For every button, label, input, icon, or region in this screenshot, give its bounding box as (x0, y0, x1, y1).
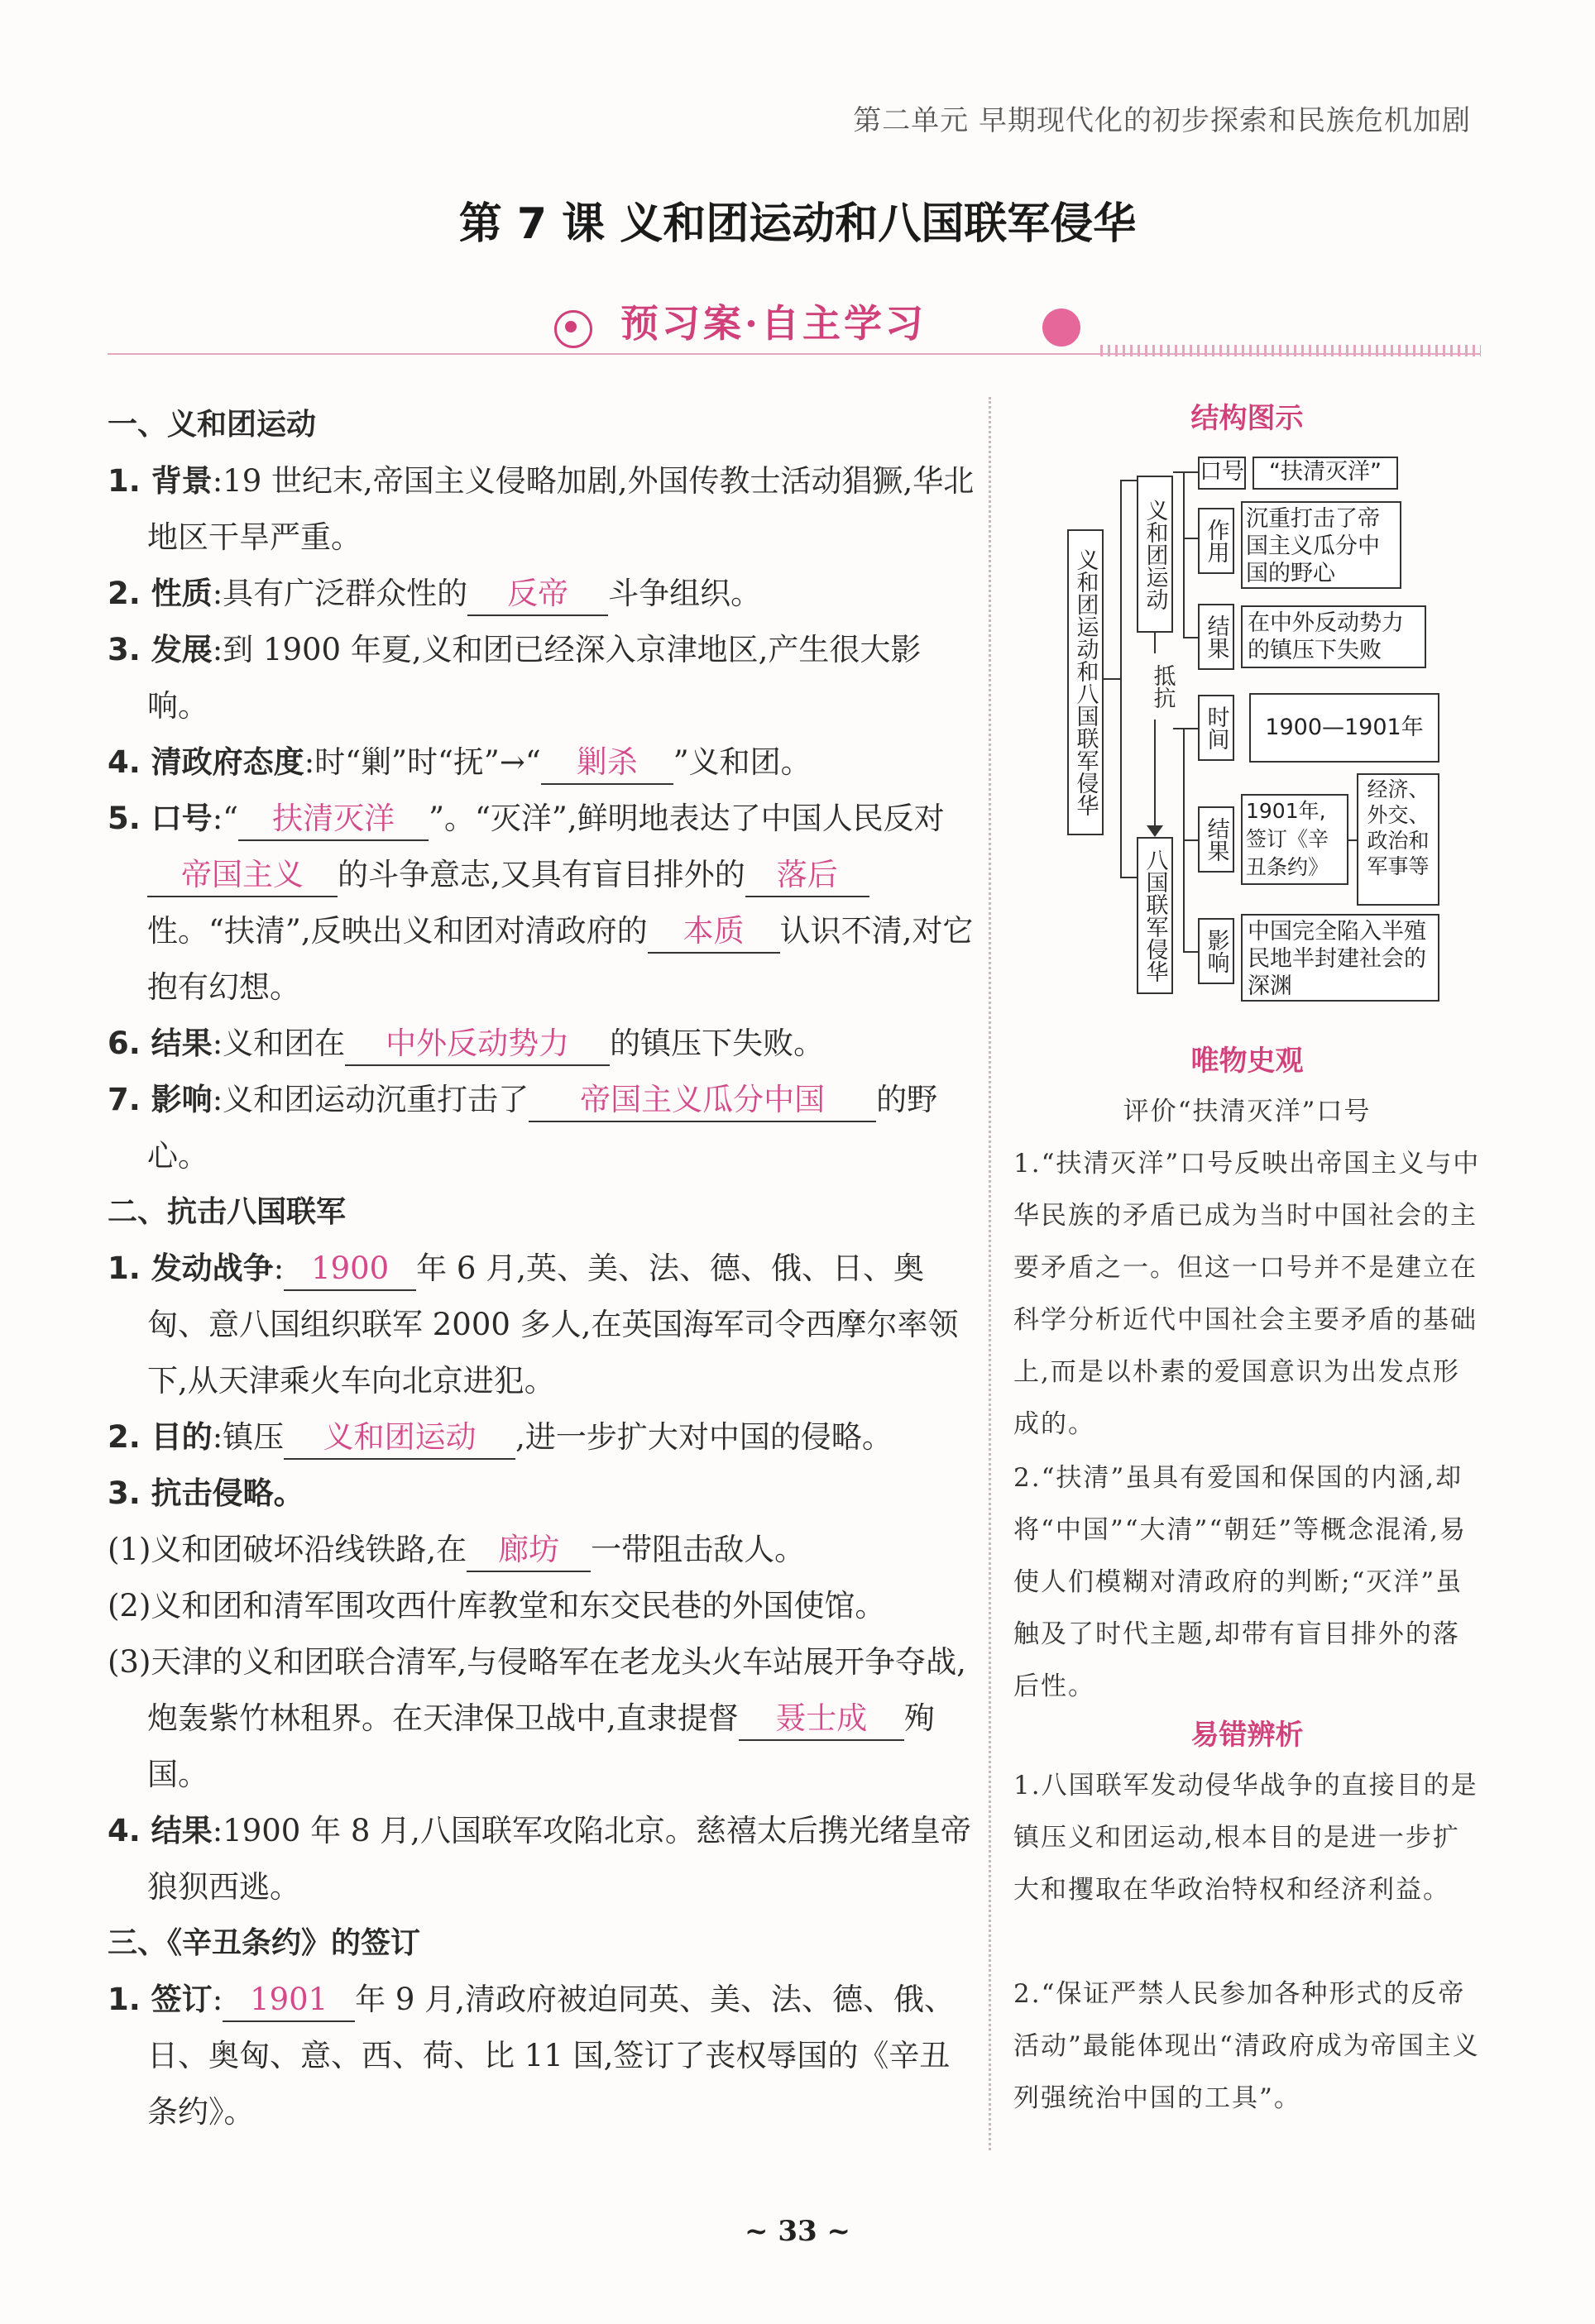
banner-title: 预习案·自主学习 (620, 301, 927, 346)
list-item (108, 1466, 976, 1522)
item-label: 6. 结果 (108, 1026, 213, 1061)
answer-blank: 落后 (745, 854, 869, 897)
misconception-paragraph: 2.“保证严禁人民参加各种形式的反帝活动”最能体现出“清政府成为帝国主义列强统治中国的工具”。 (1013, 1979, 1480, 2113)
item-label: 1. 背景 (108, 463, 213, 499)
connector-line (1120, 480, 1122, 877)
materialism-paragraph: 2.“扶清”虽具有爱国和保国的内涵,却将“中国”“大清”“朝廷”等概念混淆,易使人们模糊对清政府的判断;“灭洋”虽触及了时代主题,却带有盲目排外的落后性。 (1013, 1463, 1467, 1701)
item-text: :义和团在 (212, 1026, 346, 1061)
connector-line (1183, 839, 1198, 841)
diagram-value-kouhao: “扶清灭洋” (1253, 457, 1398, 490)
item-label: 2. 性质 (108, 576, 213, 611)
connector-line (1183, 728, 1198, 729)
answer-blank: 1901 (223, 1979, 355, 2022)
answer-blank: 本质 (648, 911, 780, 954)
item-label: 3. 抗击侵略。 (108, 1475, 304, 1511)
diagram-value-shijian: 1900—1901年 (1249, 693, 1439, 763)
answer-blank: 1900 (284, 1248, 416, 1291)
item-text: (3)天津的义和团联合清军,与侵略军在老龙头火车站展开争夺战,炮轰紫竹林租界。在天津保卫战中,直隶提督 (108, 1644, 966, 1736)
structure-heading: 结构图示 (1190, 402, 1304, 435)
list-item (108, 566, 976, 622)
item-text: ”义和团。 (673, 744, 812, 780)
list-item (108, 1072, 976, 1184)
diagram-root: 义和团运动和八国联军侵华 (1067, 529, 1104, 835)
list-item (108, 791, 976, 1016)
item-text: :1900 年 8 月,八国联军攻陷北京。慈禧太后携光绪皇帝狼狈西逃。 (147, 1813, 971, 1905)
arrow-icon (1147, 825, 1163, 837)
section-heading: 三、《辛丑条约》的签订 (108, 1926, 421, 1960)
section-banner (108, 294, 1481, 360)
item-text: :镇压 (212, 1419, 285, 1455)
connector-line (1183, 951, 1198, 953)
left-column (108, 397, 976, 2140)
materialism-heading: 唯物史观 (1190, 1045, 1304, 1078)
diagram-value-jieguo2-extra: 经济、外交、政治和军事等 (1357, 773, 1439, 906)
item-text: : (212, 1982, 223, 2017)
list-item (108, 1016, 976, 1072)
list-item (108, 1241, 976, 1409)
item-text: :具有广泛群众性的 (212, 576, 468, 611)
materialism-title: 评价“扶清灭洋”口号 (1123, 1097, 1372, 1126)
sub-item (108, 1578, 976, 1634)
diagram-value-zuoyong: 沉重打击了帝国主义瓜分中国的野心 (1241, 501, 1401, 589)
connector-line (1183, 471, 1198, 473)
item-label: 2. 目的 (108, 1419, 213, 1455)
item-text: :19 世纪末,帝国主义侵略加剧,外国传教士活动猖獗,华北地区干旱严重。 (147, 463, 975, 555)
misconception-heading: 易错辨析 (1190, 1719, 1304, 1752)
item-text: ”。“灭洋”,鲜明地表达了中国人民反对 (429, 801, 945, 836)
list-item (108, 1409, 976, 1466)
item-text: 性。“扶清”,反映出义和团对清政府的 (147, 913, 648, 949)
list-item (108, 1972, 976, 2140)
connector-line (1173, 728, 1183, 729)
answer-blank: 中外反动势力 (345, 1023, 610, 1066)
item-text: 殉国。 (147, 1700, 935, 1792)
diagram-node-baguo: 八国联军侵华 (1137, 837, 1173, 994)
diagram-label-shijian: 时间 (1198, 695, 1234, 761)
unit-header: 第二单元 早期现代化的初步探索和民族危机加剧 (853, 104, 1471, 137)
banner-dash-rule (1100, 345, 1481, 356)
item-label: 5. 口号 (108, 801, 213, 836)
connector-line (1348, 839, 1357, 841)
diagram-label-yingxiang: 影响 (1198, 918, 1234, 984)
answer-blank: 廊坊 (467, 1529, 591, 1572)
section-heading: 二、抗击八国联军 (108, 1195, 347, 1229)
list-item (108, 453, 976, 566)
page-number: ~ 33 ~ (745, 2215, 850, 2248)
banner-ornament-icon (1042, 308, 1080, 347)
item-text: 一带阻击敌人。 (591, 1532, 806, 1567)
diagram-label-kouhao: 口号 (1198, 457, 1246, 490)
misconception-paragraph: 1.八国联军发动侵华战争的直接目的是镇压义和团运动,根本目的是进一步扩大和攫取在华政治特权和经济利益。 (1013, 1771, 1478, 1905)
connector-line (1173, 471, 1183, 473)
item-text: 年 6 月,英、美、法、德、俄、日、奥匈、意八国组织联军 2000 多人,在英国海军司令西摩尔率领下,从天津乘火车向北京进犯。 (147, 1250, 959, 1399)
answer-blank: 剿杀 (541, 742, 673, 785)
item-label: 4. 结果 (108, 1813, 213, 1848)
section-heading: 一、义和团运动 (108, 408, 317, 442)
connector-line (1183, 471, 1185, 637)
structure-diagram (1067, 455, 1448, 1026)
item-label: 1. 发动战争 (108, 1250, 274, 1286)
sub-item (108, 1634, 976, 1803)
item-text: 的斗争意志,又具有盲目排外的 (338, 857, 745, 892)
diagram-node-yihetuan: 义和团运动 (1137, 476, 1173, 633)
item-text: :“ (212, 801, 239, 836)
item-text: :时“剿”时“抚”→“ (304, 744, 541, 780)
item-label: 3. 发展 (108, 632, 213, 667)
answer-blank: 义和团运动 (284, 1417, 515, 1460)
item-text: :到 1900 年夏,义和团已经深入京津地区,产生很大影响。 (147, 632, 922, 724)
item-text: 认识不清,对它抱有幻想。 (147, 913, 974, 1005)
item-text: (2)义和团和清军围攻西什库教堂和东交民巷的外国使馆。 (108, 1588, 886, 1623)
item-text: 斗争组织。 (608, 576, 762, 611)
diagram-value-yingxiang: 中国完全陷入半殖民地半封建社会的深渊 (1241, 914, 1439, 1002)
magnifier-icon (554, 310, 592, 348)
answer-blank: 扶清灭洋 (238, 798, 429, 841)
answer-blank: 反帝 (467, 573, 608, 616)
connector-line (1183, 538, 1198, 539)
item-text: 的镇压下失败。 (610, 1026, 825, 1061)
diagram-value-jieguo: 在中外反动势力的镇压下失败 (1241, 605, 1426, 668)
diagram-label-zuoyong: 作用 (1198, 508, 1234, 574)
list-item (108, 734, 976, 791)
connector-line (1120, 877, 1137, 878)
item-text: ,进一步扩大对中国的侵略。 (515, 1419, 893, 1455)
item-text: : (273, 1250, 285, 1286)
answer-blank: 聂士成 (739, 1698, 904, 1741)
materialism-paragraph: 1.“扶清灭洋”口号反映出帝国主义与中华民族的矛盾已成为当时中国社会的主要矛盾之一。但这一口号并不是建立在科学分析近代中国社会主要矛盾的基础上,而是以朴素的爱国意识为出发点形成的。 (1013, 1149, 1481, 1439)
answer-blank: 帝国主义瓜分中国 (529, 1079, 876, 1122)
item-label: 1. 签订 (108, 1982, 213, 2017)
item-text: 的野心。 (147, 1082, 938, 1174)
list-item (108, 1803, 976, 1915)
item-label: 4. 清政府态度 (108, 744, 304, 780)
item-text: 年 9 月,清政府被迫同英、美、法、德、俄、日、奥匈、意、西、荷、比 11 国,签订了丧权辱国的《辛丑条约》。 (147, 1982, 955, 2130)
diagram-label-jieguo: 结果 (1198, 604, 1234, 670)
lesson-title: 第 7 课 义和团运动和八国联军侵华 (458, 199, 1137, 249)
item-text: (1)义和团破坏沿线铁路,在 (108, 1532, 467, 1567)
sub-item (108, 1522, 976, 1578)
diagram-value-jieguo2: 1901年,签订《辛丑条约》 (1241, 794, 1348, 885)
answer-blank: 帝国主义 (147, 854, 338, 897)
connector-line (1120, 480, 1137, 481)
connector-line (1104, 678, 1120, 680)
item-label: 7. 影响 (108, 1082, 213, 1117)
diagram-label-jieguo2: 结果 (1198, 806, 1234, 873)
item-text: :义和团运动沉重打击了 (212, 1082, 529, 1117)
column-divider (989, 397, 991, 2150)
connector-line (1183, 637, 1198, 638)
list-item (108, 622, 976, 734)
diagram-label-dikang: 抵抗 (1147, 653, 1178, 720)
